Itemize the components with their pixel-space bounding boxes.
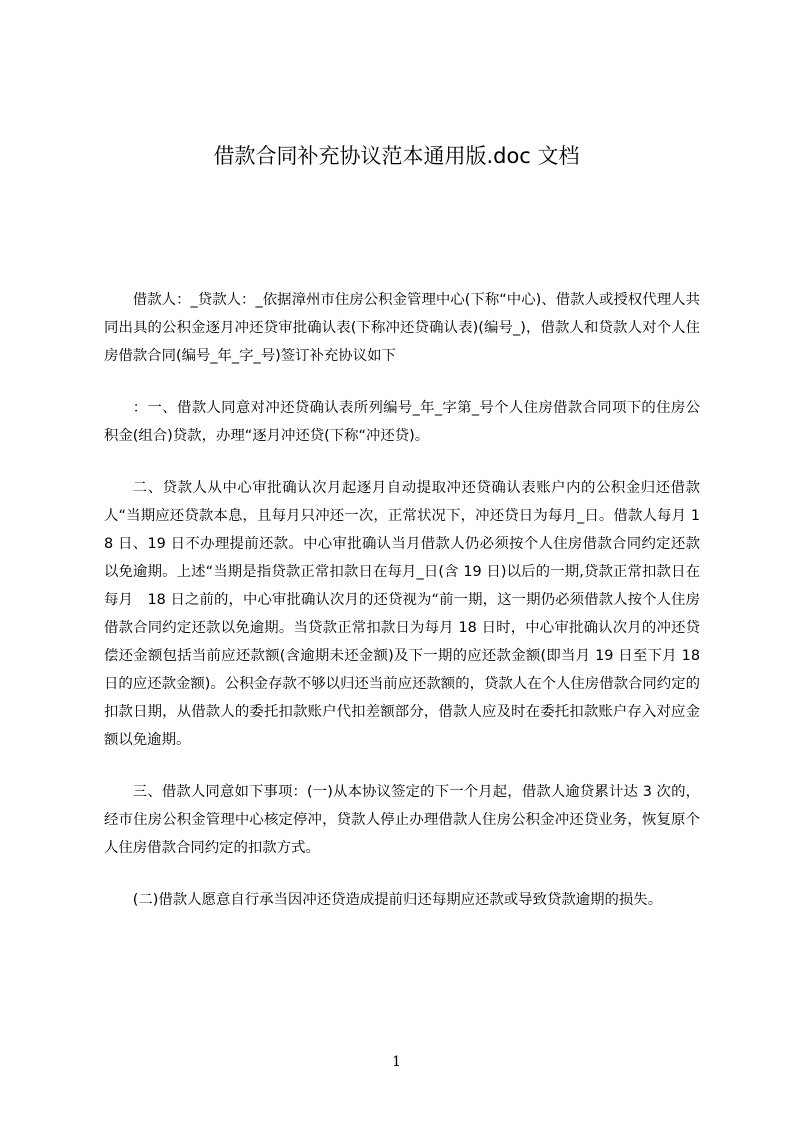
paragraph-clause-1: ：一、借款人同意对冲还贷确认表所列编号_年_字第_号个人住房借款合同项下的住房公积金(组合)贷款，办理“逐月冲还贷(下称“冲还贷)。 bbox=[104, 400, 700, 444]
paragraph-preamble: 借款人：_贷款人：_依据漳州市住房公积金管理中心(下称“中心)、借款人或授权代理人共同出具的公积金逐月冲还贷审批确认表(下称冲还贷确认表)(编号_)，借款人和贷款人对个人住房借款合同(编号_年_字_号)签订补充协议如下 bbox=[104, 292, 700, 364]
page-number: 1 bbox=[392, 1054, 401, 1070]
document-title: 借款合同补充协议范本通用版.doc 文档 bbox=[213, 144, 580, 168]
paragraph-clause-3: 三、借款人同意如下事项：(一)从本协议签定的下一个月起，借款人逾贷累计达 3 次的，经市住房公积金管理中心核定停冲，贷款人停止办理借款人住房公积金冲还贷业务，恢复原个人住房借款合同约定的扣款方式。 bbox=[104, 784, 700, 856]
paragraph-clause-2: 二、贷款人从中心审批确认次月起逐月自动提取冲还贷确认表账户内的公积金归还借款人“当期应还贷款本息，且每月只冲还一次，正常状况下，冲还贷日为每月_日。借款人每月 18 日、19 日不办理提前还款。中心审批确认当月借款人仍必须按个人住房借款合同约定还款以免逾期。上述“当期是指贷款正常扣款日在每月_日(含 19 日)以后的一期,贷款正常扣款日在每月 18 日之前的，中心审批确认次月的还贷视为“前一期，这一期仍必须借款人按个人住房借款合同约定还款以免逾期。当贷款正常扣款日为每月 18 日时，中心审批确认次月的冲还贷偿还金额包括当前应还款额(含逾期未还金额)及下一期的应还款金额(即当月 19 日至下月 18 日的应还款金额)。公积金存款不够以归还当前应还款额的，贷款人在个人住房借款合同约定的扣款日期，从借款人的委托扣款账户代扣差额部分，借款人应及时在委托扣款账户存入对应金额以免逾期。 bbox=[104, 480, 700, 748]
paragraph-clause-3-2: (二)借款人愿意自行承当因冲还贷造成提前归还每期应还款或导致贷款逾期的损失。 bbox=[132, 892, 663, 908]
document-body bbox=[104, 286, 700, 938]
